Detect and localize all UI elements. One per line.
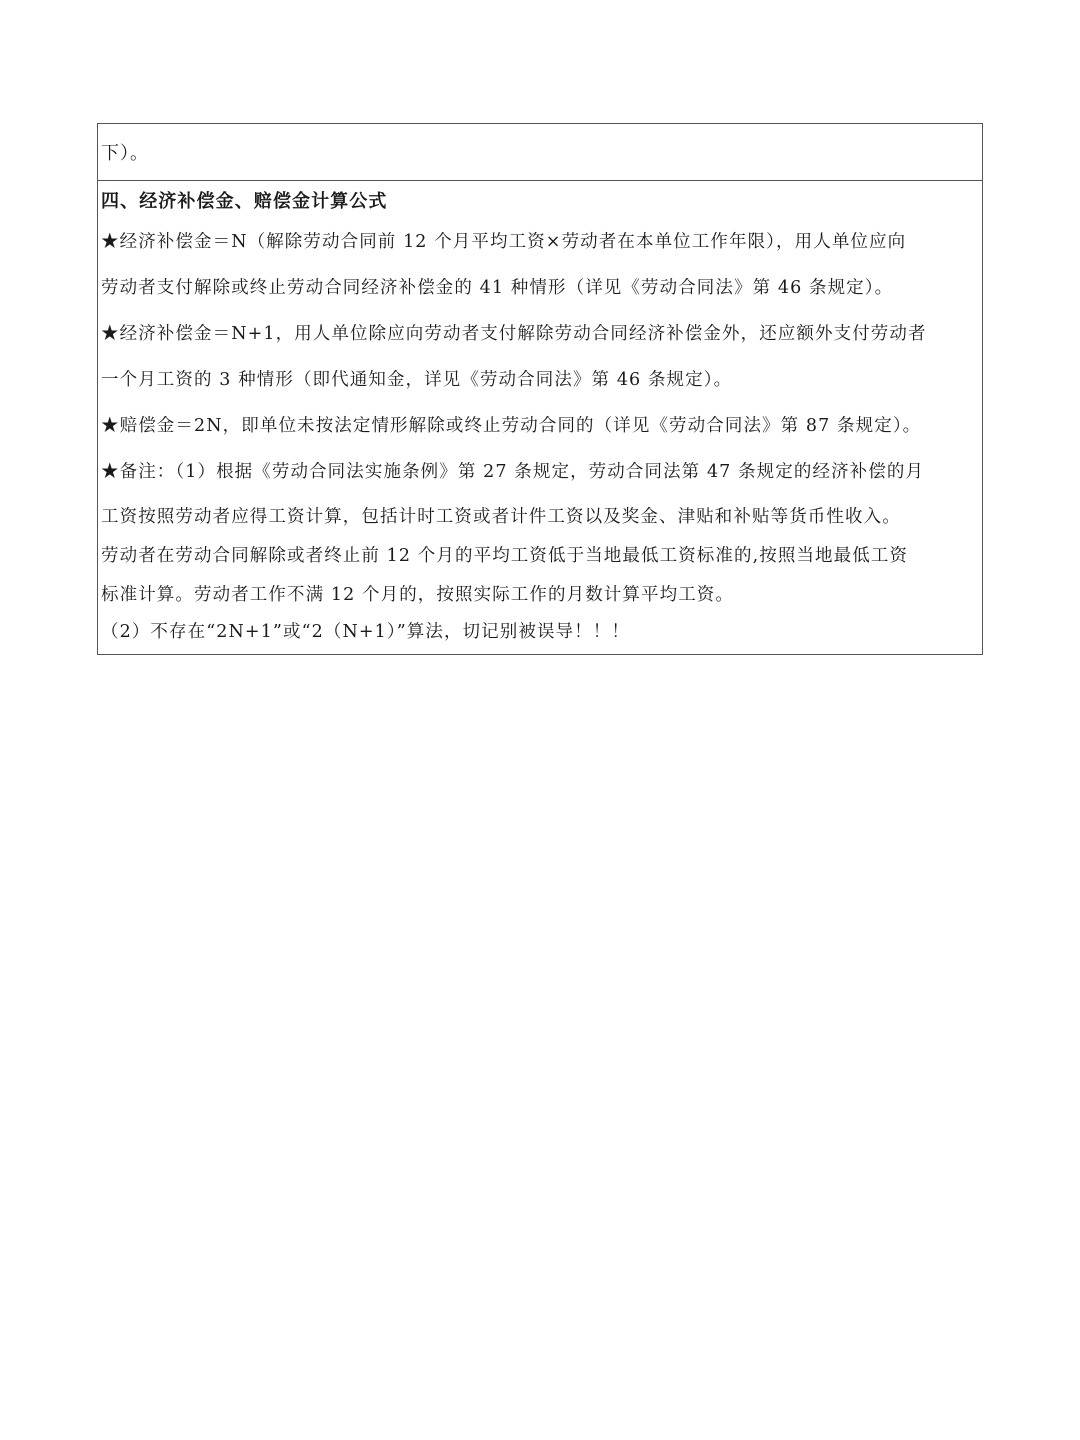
paragraph-line: 标准计算。劳动者工作不满 12 个月的，按照实际工作的月数计算平均工资。: [101, 585, 734, 605]
paragraph-line: 一个月工资的 3 种情形（即代通知金，详见《劳动合同法》第 46 条规定）。: [101, 370, 733, 390]
table-row-compensation-formulas: [98, 181, 982, 654]
paragraph-line: ★赔偿金＝2N，即单位未按法定情形解除或终止劳动合同的（详见《劳动合同法》第 87 条规定）。: [101, 416, 922, 436]
section-heading: 四、经济补偿金、赔偿金计算公式: [101, 191, 388, 212]
paragraph-line: 劳动者支付解除或终止劳动合同经济补偿金的 41 种情形（详见《劳动合同法》第 46 条规定）。: [101, 278, 894, 298]
table-row-continuation: [98, 124, 982, 181]
document-table: [97, 123, 983, 655]
paragraph-line: ★备注：（1）根据《劳动合同法实施条例》第 27 条规定，劳动合同法第 47 条规定的经济补偿的月: [101, 462, 925, 482]
paragraph-line: ★经济补偿金＝N+1，用人单位除应向劳动者支付解除劳动合同经济补偿金外，还应额外支付劳动者: [101, 324, 927, 344]
paragraph-line: 工资按照劳动者应得工资计算，包括计时工资或者计件工资以及奖金、津贴和补贴等货币性收入。: [101, 507, 901, 527]
paragraph-line: ★经济补偿金＝N（解除劳动合同前 12 个月平均工资×劳动者在本单位工作年限），用人单位应向: [101, 232, 907, 252]
paragraph-line: 劳动者在劳动合同解除或者终止前 12 个月的平均工资低于当地最低工资标准的,按照当地最低工资: [101, 546, 909, 566]
paragraph-line: （2）不存在“2N+1”或“2（N+1）”算法，切记别被误导！！！: [101, 622, 630, 642]
continuation-text: 下）。: [101, 143, 149, 164]
